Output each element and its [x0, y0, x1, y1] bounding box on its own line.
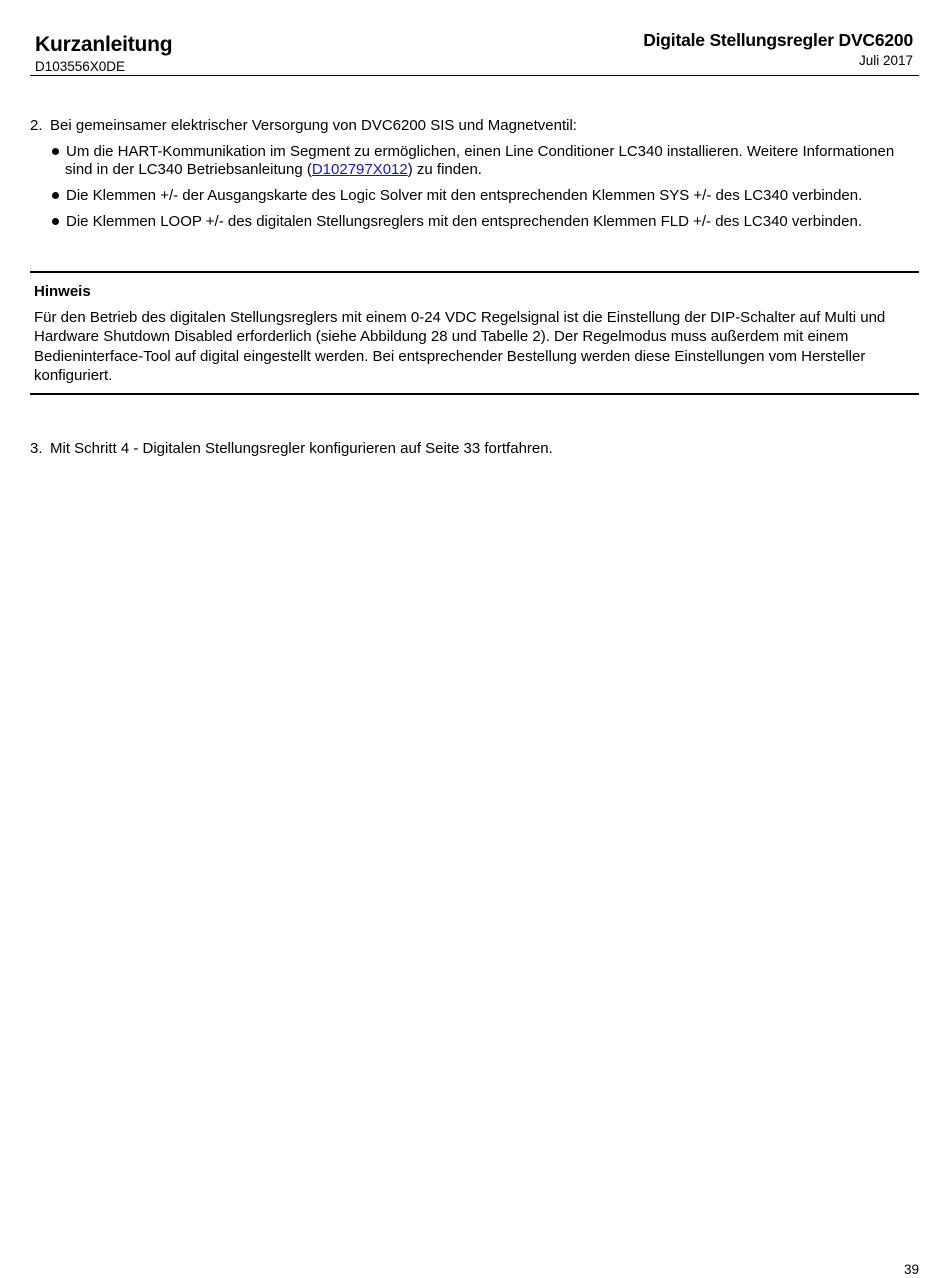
- step-3-text: Mit Schritt 4 - Digitalen Stellungsregler konfigurieren auf Seite 33 fortfahren.: [50, 440, 553, 457]
- bullet-1-line-2: [65, 161, 922, 179]
- step-3-number: 3.: [30, 440, 43, 457]
- header-right: [643, 29, 913, 71]
- step-2-bullet-list: [52, 143, 922, 239]
- manual-link[interactable]: D102797X012: [311, 161, 408, 178]
- bullet-1-line-1: Um die HART-Kommunikation im Segment zu ermöglichen, einen Line Conditioner LC340 installieren. Weitere Informationen: [66, 143, 895, 160]
- bullet-1-text-before-link: sind in der LC340 Betriebsanleitung (: [65, 161, 312, 178]
- step-2-text: Bei gemeinsamer elektrischer Versorgung von DVC6200 SIS und Magnetventil:: [50, 117, 577, 134]
- step-2-number: 2.: [30, 117, 43, 134]
- list-item: [52, 187, 922, 205]
- step-2: [30, 117, 920, 135]
- note-text: Für den Betrieb des digitalen Stellungsreglers mit einem 0-24 VDC Regelsignal ist die Einstellung der DIP-Schalter auf Multi und Hardware Shutdown Disabled erforderlich (siehe Abbildung 28 und Tabelle 2). Der Regelmodus muss außerdem mit einem Bedieninterface-Tool auf digital eingestellt werden. Bei entsprechender Bestellung werden diese Einstellungen vom Hersteller konfiguriert.: [34, 309, 886, 384]
- page-number: 39: [903, 1262, 919, 1277]
- note-box: [30, 271, 919, 395]
- bullet-icon: [52, 218, 59, 225]
- product-title: Digitale Stellungsregler DVC6200: [643, 30, 913, 50]
- bullet-icon: [52, 148, 59, 155]
- list-item: [52, 143, 922, 179]
- bullet-2-text: Die Klemmen +/- der Ausgangskarte des Logic Solver mit den entsprechenden Klemmen SYS +/- des LC340 verbinden.: [66, 187, 863, 204]
- document-date: Juli 2017: [858, 53, 913, 68]
- header-divider: [30, 75, 919, 76]
- header-left: [35, 32, 172, 75]
- bullet-3-text: Die Klemmen LOOP +/- des digitalen Stellungsreglers mit den entsprechenden Klemmen FLD +/- des LC340 verbinden.: [66, 213, 862, 230]
- list-item: [52, 213, 922, 231]
- bullet-1-text-after-link: ) zu finden.: [407, 161, 482, 178]
- document-number: D103556X0DE: [35, 59, 126, 74]
- document-title: Kurzanleitung: [35, 33, 173, 56]
- note-title: Hinweis: [34, 283, 91, 300]
- step-3: [30, 440, 920, 458]
- bullet-icon: [52, 192, 59, 199]
